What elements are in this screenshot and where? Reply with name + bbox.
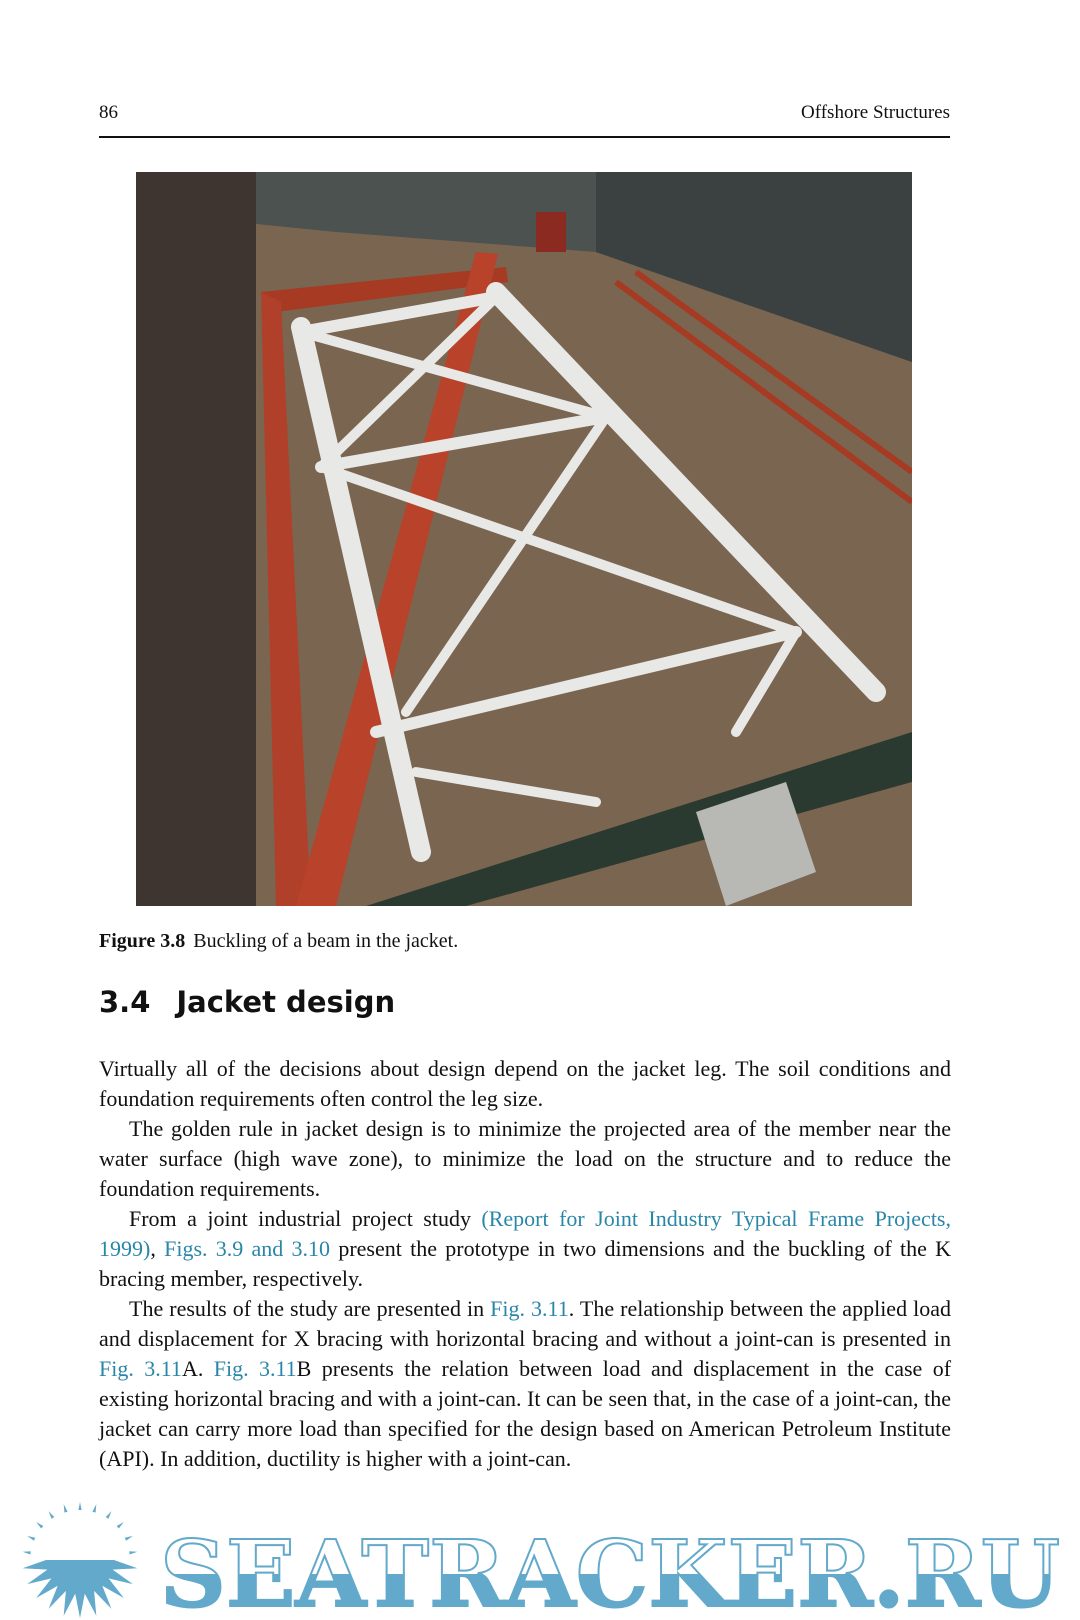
section-title: Jacket design xyxy=(176,985,396,1019)
paragraph-text: Virtually all of the decisions about design depend on the jacket leg. The soil conditions and foundation requirements often control the leg size. xyxy=(99,1056,951,1111)
reference-link[interactable]: Fig. 3.11 xyxy=(213,1356,297,1381)
paragraph-text: A. xyxy=(181,1356,214,1381)
reference-link[interactable]: Fig. 3.11 xyxy=(99,1356,182,1381)
paragraph xyxy=(99,1204,951,1294)
figure-caption xyxy=(99,930,458,953)
paragraph-text: present the prototype in two dimensions and the buckling of the K bracing member, respectively. xyxy=(99,1236,951,1291)
section-heading xyxy=(99,985,395,1019)
running-header xyxy=(99,102,950,138)
paragraph-text: The results of the study are presented in xyxy=(129,1296,491,1321)
reference-link[interactable]: (Report for Joint Industry Typical Frame Projects, 1999) xyxy=(99,1206,951,1261)
paragraph xyxy=(99,1294,951,1474)
figure-photo-jacket-buckling xyxy=(136,172,912,906)
paragraph-text: The golden rule in jacket design is to minimize the projected area of the member near the water surface (high wave zone), to minimize the load on the structure and to reduce the foundation requirements. xyxy=(99,1116,951,1201)
sun-logo-icon xyxy=(23,1502,138,1618)
running-title: Offshore Structures xyxy=(801,102,950,123)
paragraph xyxy=(99,1054,951,1114)
reference-link[interactable]: Figs. 3.9 and 3.10 xyxy=(164,1236,331,1261)
paragraph-text: B presents the relation between load and displacement in the case of existing horizontal bracing and with a joint-can. It can be seen that, in the case of a joint-can, the jacket can carry more load than specified for the design based on American Petroleum Institute (API). In addition, ductility is higher with a joint-can. xyxy=(99,1356,952,1471)
figure-label: Figure 3.8 xyxy=(99,930,186,952)
section-number: 3.4 xyxy=(99,985,151,1019)
paragraph xyxy=(99,1114,951,1204)
figure-caption-text: Buckling of a beam in the jacket. xyxy=(193,930,459,952)
paragraph-text: , xyxy=(150,1236,165,1261)
watermark-text: SEATRACKER.RU xyxy=(160,1520,1060,1620)
page-number: 86 xyxy=(99,102,118,123)
paragraph-text: . The relationship between the applied load and displacement for X bracing with horizontal bracing and without a joint-can is presented in xyxy=(99,1296,951,1351)
reference-link[interactable]: Fig. 3.11 xyxy=(490,1296,569,1321)
paragraph-text: From a joint industrial project study xyxy=(129,1206,482,1231)
watermark-seatracker xyxy=(0,1500,1080,1620)
body-text xyxy=(99,1054,951,1474)
